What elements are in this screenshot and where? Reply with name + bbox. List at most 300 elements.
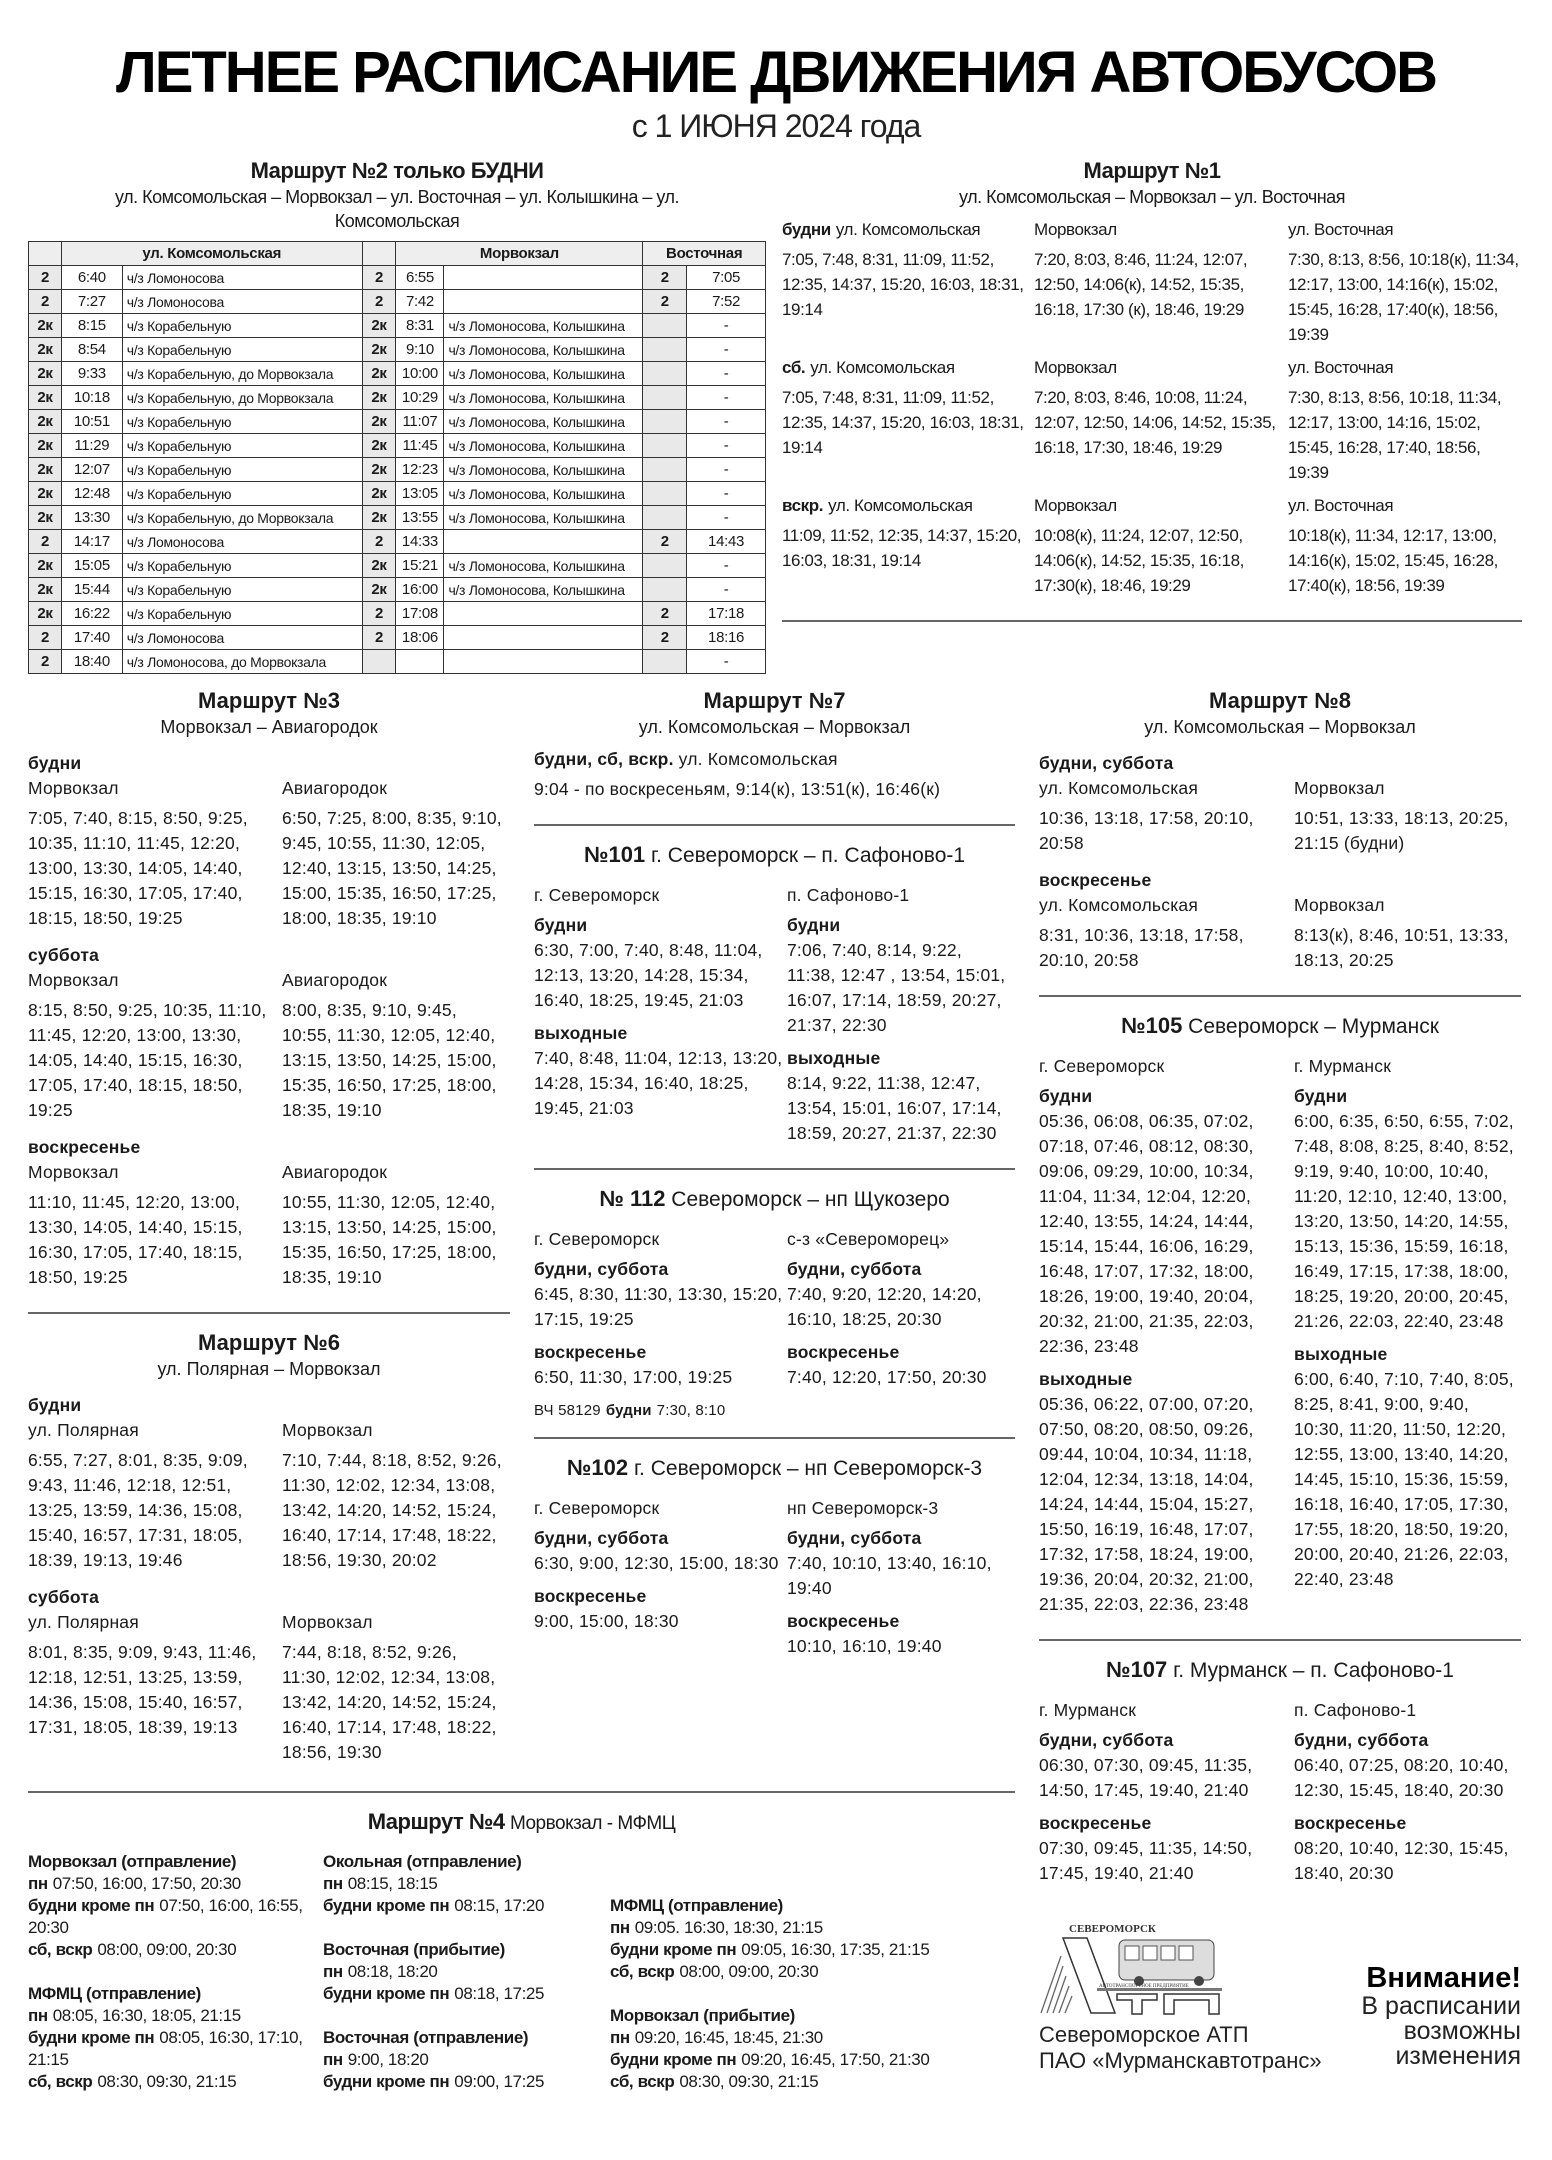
stop-name bbox=[282, 1610, 510, 1635]
route-via: ч/з Корабельную bbox=[122, 482, 362, 506]
route-number: 2к bbox=[362, 362, 396, 386]
departure-times bbox=[28, 1190, 282, 1290]
departure-times bbox=[28, 1640, 282, 1740]
route-via bbox=[444, 290, 643, 314]
route-path: ул. Комсомольская – Морвокзал bbox=[1144, 717, 1416, 737]
departure-times: 08:15, 18:15 bbox=[347, 1873, 438, 1893]
stop-heading: Морвокзал (прибытие) bbox=[610, 2005, 795, 2025]
route-via: ч/з Корабельную bbox=[122, 602, 362, 626]
route-6-section bbox=[28, 1330, 510, 1773]
route-via: ч/з Корабельную, до Морвокзала bbox=[122, 386, 362, 410]
stop-name bbox=[28, 968, 282, 993]
route-112-section bbox=[534, 1186, 1015, 1423]
route-via: ч/з Ломоносова, Колышкина bbox=[444, 506, 643, 530]
schedule-row bbox=[534, 777, 1015, 810]
schedule-line bbox=[323, 2071, 610, 2093]
schedule-column bbox=[1294, 1698, 1521, 1894]
route-number: 2 bbox=[643, 626, 687, 650]
schedule-line bbox=[610, 1917, 1015, 1939]
route-107-section bbox=[1039, 1657, 1521, 1894]
table-row bbox=[29, 458, 766, 482]
stop-heading: МФМЦ (отправление) bbox=[610, 1895, 783, 1915]
text: п. Сафоново-1 bbox=[1294, 1700, 1417, 1720]
schedule-row bbox=[1039, 893, 1521, 981]
departure-time: 12:23 bbox=[396, 458, 444, 482]
text: Морвокзал bbox=[282, 1612, 373, 1632]
day-label bbox=[1294, 1342, 1521, 1367]
stop-name bbox=[1288, 217, 1522, 242]
departure-time: 13:30 bbox=[61, 506, 122, 530]
stop-group bbox=[323, 1851, 610, 1917]
route-via: ч/з Ломоносова, Колышкина bbox=[444, 434, 643, 458]
text: ул. Восточная bbox=[1288, 220, 1394, 239]
departure-time: - bbox=[687, 650, 766, 674]
route-path: г. Североморск – нп Североморск-3 bbox=[633, 1457, 983, 1480]
stop-name bbox=[1294, 776, 1521, 801]
route-105-section bbox=[1039, 1013, 1521, 1625]
schedule-row bbox=[28, 1610, 510, 1773]
route-number: 2к bbox=[29, 578, 62, 602]
departure-times: 08:30, 09:30, 21:15 bbox=[679, 2071, 819, 2091]
departure-times bbox=[282, 1640, 510, 1765]
route-number: 2 bbox=[362, 626, 396, 650]
route-number: №107 bbox=[1106, 1657, 1168, 1682]
text: 8:00, 8:35, 9:10, 9:45, 10:55, 11:30, 12:05, 12:40, 13:15, 13:50, 14:25, 15:00, 15:35, 16:50, 17:25, 18:00, 18:35, 19:10 bbox=[282, 1000, 497, 1120]
text: 10:10, 16:10, 19:40 bbox=[787, 1636, 942, 1656]
notice-title: Внимание! bbox=[1366, 1962, 1521, 1994]
departure-times bbox=[1288, 247, 1522, 347]
text: г. Мурманск bbox=[1039, 1700, 1137, 1720]
schedule-row bbox=[534, 1227, 1015, 1398]
route-number: 2 bbox=[362, 290, 396, 314]
bold-label: будни, суббота bbox=[1294, 1730, 1429, 1750]
departure-time: 17:40 bbox=[61, 626, 122, 650]
section-title bbox=[28, 688, 510, 715]
stop-name bbox=[534, 1227, 787, 1252]
stop-heading: МФМЦ (отправление) bbox=[28, 1983, 201, 2003]
text: г. Североморск bbox=[534, 885, 660, 905]
stop-name bbox=[1039, 1054, 1294, 1079]
schedule-column bbox=[28, 968, 282, 1131]
day-label bbox=[1039, 1367, 1294, 1392]
route-via: ч/з Ломоносова, Колышкина bbox=[444, 314, 643, 338]
text: Авиагородок bbox=[282, 1162, 388, 1182]
column-header bbox=[362, 242, 396, 266]
bold-label: будни, сб, вскр. bbox=[534, 749, 674, 769]
departure-times: 08:05, 16:30, 17:10, 21:15 bbox=[28, 2027, 303, 2069]
section-title bbox=[1039, 1657, 1521, 1684]
departure-times bbox=[534, 938, 787, 1013]
schedule-column bbox=[782, 355, 1034, 493]
departure-times bbox=[1039, 1109, 1294, 1359]
route-number bbox=[643, 410, 687, 434]
route-number bbox=[643, 482, 687, 506]
route-number: 2к bbox=[29, 410, 62, 434]
section-title bbox=[1039, 688, 1521, 715]
departure-times: 07:50, 16:00, 16:55, 20:30 bbox=[28, 1895, 303, 1937]
text: 7:40, 9:20, 12:20, 14:20, 16:10, 18:25, 20:30 bbox=[787, 1284, 982, 1329]
departure-time: 9:10 bbox=[396, 338, 444, 362]
stop-name bbox=[282, 968, 510, 993]
schedule-row bbox=[28, 1581, 510, 1610]
bold-label: будни bbox=[28, 1395, 82, 1415]
text: 6:00, 6:40, 7:10, 7:40, 8:05, 8:25, 8:41, 9:00, 9:40, 10:30, 11:20, 11:50, 12:20, 12:55, 13:00, 13:40, 14:20, 14:45, 15:10, 15:36, 15:59, 16:18, 16:40, 17:05, 17:30, 17:55, 18:20, 18:50, 19:20, 20:00, 20:40, 21:26, 22:03, 22:40, 23:48 bbox=[1294, 1369, 1514, 1589]
route-number: 2к bbox=[362, 554, 396, 578]
departure-times bbox=[534, 777, 1015, 802]
text: 7:20, 8:03, 8:46, 10:08, 11:24, 12:07, 12:50, 14:06, 14:52, 15:35, 16:18, 17:30, 18:46, 19:29 bbox=[1034, 388, 1276, 457]
schedule-body bbox=[28, 158, 1522, 2118]
schedule-row bbox=[534, 883, 1015, 1154]
text: 11:10, 11:45, 12:20, 13:00, 13:30, 14:05, 14:40, 15:15, 16:30, 17:05, 17:40, 18:15, 18:50, 19:25 bbox=[28, 1192, 243, 1287]
route-via: ч/з Ломоносова, Колышкина bbox=[444, 554, 643, 578]
day-label bbox=[28, 1393, 510, 1418]
bold-label: будни bbox=[782, 220, 831, 239]
stop-name bbox=[28, 1160, 282, 1185]
bold-label: выходные bbox=[787, 1048, 881, 1068]
divider bbox=[534, 1168, 1015, 1170]
route-via: ч/з Ломоносова bbox=[122, 530, 362, 554]
logo-tagline: АВТОТРАНСПОРТНОЕ ПРЕДПРИЯТИЕ bbox=[1099, 1984, 1189, 1989]
day-label: пн bbox=[323, 1961, 343, 1981]
day-label: будни кроме пн bbox=[28, 1895, 155, 1915]
stop-name bbox=[282, 1418, 510, 1443]
departure-time: - bbox=[687, 386, 766, 410]
route-4-path: Морвокзал - МФМЦ bbox=[509, 1812, 676, 1834]
bold-label: будни bbox=[1294, 1086, 1348, 1106]
schedule-row bbox=[782, 217, 1522, 355]
route-number: 2к bbox=[29, 362, 62, 386]
bold-label: будни bbox=[1039, 1086, 1093, 1106]
day-label: будни кроме пн bbox=[323, 1895, 450, 1915]
departure-time: 10:51 bbox=[61, 410, 122, 434]
day-label bbox=[1039, 1811, 1294, 1836]
schedule-line bbox=[610, 1961, 1015, 1983]
stop-name bbox=[1039, 893, 1294, 918]
departure-times bbox=[534, 1282, 787, 1332]
middle-column bbox=[534, 688, 1015, 1667]
text: 6:30, 7:00, 7:40, 8:48, 11:04, 12:13, 13:20, 14:28, 15:34, 16:40, 18:25, 19:45, 21:03 bbox=[534, 940, 763, 1010]
text: 06:30, 07:30, 09:45, 11:35, 14:50, 17:45, 19:40, 21:40 bbox=[1039, 1755, 1253, 1800]
route-path: Североморск – нп Щукозеро bbox=[671, 1188, 950, 1211]
schedule-row bbox=[1039, 776, 1521, 864]
departure-times bbox=[1294, 1367, 1521, 1592]
route-number: 2к bbox=[29, 554, 62, 578]
departure-time: 11:29 bbox=[61, 434, 122, 458]
stop-name bbox=[28, 1418, 282, 1443]
departure-times: 09:00, 17:25 bbox=[454, 2071, 545, 2091]
day-label bbox=[1039, 751, 1521, 776]
stop-name bbox=[1034, 217, 1288, 242]
route-number: 2 bbox=[643, 290, 687, 314]
stop-name bbox=[534, 747, 1015, 772]
route-number: 2 bbox=[29, 650, 62, 674]
bold-label: вскр. bbox=[782, 496, 824, 515]
text: 8:14, 9:22, 11:38, 12:47, 13:54, 15:01, 16:07, 17:14, 18:59, 20:27, 21:37, 22:30 bbox=[787, 1073, 1002, 1143]
bold-label: выходные bbox=[1039, 1369, 1133, 1389]
schedule-column bbox=[282, 1418, 510, 1581]
departure-time: 13:05 bbox=[396, 482, 444, 506]
route-102-section bbox=[534, 1455, 1015, 1667]
section-title bbox=[534, 842, 1015, 869]
bold-label: будни, суббота bbox=[787, 1259, 922, 1279]
departure-time: 8:31 bbox=[396, 314, 444, 338]
table-row bbox=[29, 386, 766, 410]
company-line: ПАО «Мурманскавтотранс» bbox=[1039, 2048, 1322, 2073]
divider bbox=[1039, 1639, 1521, 1641]
bold-label: будни, суббота bbox=[1039, 753, 1174, 773]
day-label bbox=[1294, 1811, 1521, 1836]
route-number: 2 bbox=[29, 266, 62, 290]
departure-time: 16:22 bbox=[61, 602, 122, 626]
schedule-column bbox=[782, 493, 1034, 606]
table-row bbox=[29, 314, 766, 338]
text: 7:40, 10:10, 13:40, 16:10, 19:40 bbox=[787, 1553, 992, 1598]
departure-times bbox=[1034, 385, 1288, 460]
departure-time: 17:18 bbox=[687, 602, 766, 626]
text: 10:51, 13:33, 18:13, 20:25, 21:15 (будни) bbox=[1294, 808, 1509, 853]
stop-name bbox=[1034, 493, 1288, 518]
route-via: ч/з Ломоносова, Колышкина bbox=[444, 338, 643, 362]
route-number: №102 bbox=[566, 1455, 629, 1480]
main-grid bbox=[28, 688, 1522, 2118]
departure-time: 12:48 bbox=[61, 482, 122, 506]
route-number: 2 bbox=[29, 626, 62, 650]
route-number: 2к bbox=[362, 314, 396, 338]
departure-time: - bbox=[687, 410, 766, 434]
bold-label: суббота bbox=[28, 945, 100, 965]
day-label: пн bbox=[610, 1917, 630, 1937]
stop-name bbox=[1288, 355, 1522, 380]
route-via bbox=[444, 530, 643, 554]
divider bbox=[534, 824, 1015, 826]
table-row bbox=[29, 626, 766, 650]
bold-label: воскресенье bbox=[1294, 1813, 1407, 1833]
day-label bbox=[534, 1257, 787, 1282]
divider bbox=[28, 1791, 1015, 1793]
text: 11:09, 11:52, 12:35, 14:37, 15:20, 16:03, 18:31, 19:14 bbox=[782, 526, 1022, 570]
route-number: Маршрут №8 bbox=[1209, 688, 1351, 713]
schedule-line bbox=[323, 1983, 610, 2005]
text: ул. Комсомольская bbox=[810, 358, 955, 377]
bold-label: выходные bbox=[534, 1023, 628, 1043]
route-number: №105 bbox=[1121, 1013, 1183, 1038]
section-title bbox=[1039, 1013, 1521, 1040]
section-title bbox=[534, 1186, 1015, 1213]
text: 10:18(к), 11:34, 12:17, 13:00, 14:16(к), 15:02, 15:45, 16:28, 17:40(к), 18:56, 19:39 bbox=[1288, 526, 1498, 595]
schedule-column bbox=[782, 217, 1034, 355]
bold-label: будни, суббота bbox=[787, 1528, 922, 1548]
day-label bbox=[28, 751, 510, 776]
departure-times bbox=[787, 938, 1015, 1038]
route-number: 2к bbox=[362, 458, 396, 482]
text: г. Североморск bbox=[534, 1229, 660, 1249]
route-via: ч/з Корабельную bbox=[122, 314, 362, 338]
departure-times: 07:50, 16:00, 17:50, 20:30 bbox=[52, 1873, 241, 1893]
schedule-line bbox=[610, 2049, 1015, 2071]
departure-time: 15:05 bbox=[61, 554, 122, 578]
departure-times bbox=[534, 1551, 787, 1576]
text: 6:45, 8:30, 11:30, 13:30, 15:20, 17:15, 19:25 bbox=[534, 1284, 783, 1329]
departure-times bbox=[1294, 1109, 1521, 1334]
text: ВЧ 58129 bbox=[534, 1402, 601, 1419]
day-label bbox=[1294, 1728, 1521, 1753]
departure-time: 11:45 bbox=[396, 434, 444, 458]
schedule-row bbox=[28, 1160, 510, 1298]
text: п. Сафоново-1 bbox=[787, 885, 910, 905]
schedule-row bbox=[782, 493, 1522, 606]
route-via: ч/з Корабельную bbox=[122, 434, 362, 458]
schedule-row bbox=[1039, 864, 1521, 893]
bold-label: будни bbox=[605, 1402, 652, 1419]
departure-times: 08:30, 09:30, 21:15 bbox=[97, 2071, 237, 2091]
departure-times bbox=[28, 806, 282, 931]
departure-time: 18:40 bbox=[61, 650, 122, 674]
departure-times bbox=[787, 1551, 1015, 1601]
schedule-column bbox=[1288, 217, 1522, 355]
section-title bbox=[534, 1455, 1015, 1482]
route-via: ч/з Корабельную bbox=[122, 338, 362, 362]
stop-name bbox=[782, 217, 1034, 242]
text: 7:30, 8:10 bbox=[656, 1402, 726, 1419]
poster-header bbox=[0, 0, 1552, 106]
departure-times: 9:00, 18:20 bbox=[347, 2049, 429, 2069]
route-number: 2 bbox=[362, 602, 396, 626]
stop-name bbox=[782, 493, 1034, 518]
route-number: Маршрут №6 bbox=[198, 1330, 340, 1355]
stop-name bbox=[787, 1496, 1015, 1521]
text: Морвокзал bbox=[1294, 895, 1385, 915]
text: 7:30, 8:13, 8:56, 10:18, 11:34, 12:17, 13:00, 14:16, 15:02, 15:45, 16:28, 17:40, 18:56, 19:39 bbox=[1288, 388, 1502, 482]
notice-line: возможны bbox=[1403, 2017, 1521, 2045]
bold-label: суббота bbox=[28, 1587, 100, 1607]
stop-name bbox=[1034, 355, 1288, 380]
departure-times: 09:20, 16:45, 18:45, 21:30 bbox=[634, 2027, 823, 2047]
text: нп Североморск-3 bbox=[787, 1498, 939, 1518]
bold-label: воскресенье bbox=[1039, 1813, 1152, 1833]
departure-time bbox=[396, 650, 444, 674]
departure-times bbox=[1294, 1836, 1521, 1886]
text: 8:13(к), 8:46, 10:51, 13:33, 18:13, 20:25 bbox=[1294, 925, 1509, 970]
schedule-column bbox=[1034, 217, 1288, 355]
route-4-column bbox=[610, 1895, 1015, 2115]
text: 7:44, 8:18, 8:52, 9:26, 11:30, 12:02, 12:34, 13:08, 13:42, 14:20, 14:52, 15:24, 16:40, 17:14, 17:48, 18:22, 18:56, 19:30 bbox=[282, 1642, 497, 1762]
schedule-column bbox=[1294, 1054, 1521, 1625]
text: 7:10, 7:44, 8:18, 8:52, 9:26, 11:30, 12:02, 12:34, 13:08, 13:42, 14:20, 14:52, 15:24, 16:40, 17:14, 17:48, 18:22, 18:56, 19:30, 20:02 bbox=[282, 1450, 502, 1570]
day-label: сб, вскр bbox=[28, 2071, 93, 2091]
stop-name bbox=[1039, 1698, 1294, 1723]
text: 7:05, 7:48, 8:31, 11:09, 11:52, 12:35, 14:37, 15:20, 16:03, 18:31, 19:14 bbox=[782, 250, 1024, 319]
route-number: 2к bbox=[362, 386, 396, 410]
schedule-column bbox=[282, 776, 510, 939]
text: ул. Полярная bbox=[28, 1612, 139, 1632]
route-4-column bbox=[28, 1851, 323, 2115]
departure-times bbox=[1288, 523, 1522, 598]
schedule-line bbox=[323, 1873, 610, 1895]
route-number: 2к bbox=[29, 506, 62, 530]
table-row bbox=[29, 650, 766, 674]
day-label: сб, вскр bbox=[610, 1961, 675, 1981]
route-1-column bbox=[782, 158, 1522, 638]
route-number: 2к bbox=[29, 458, 62, 482]
text: Морвокзал bbox=[1034, 496, 1117, 515]
route-number bbox=[643, 554, 687, 578]
text: 08:20, 10:40, 12:30, 15:45, 18:40, 20:30 bbox=[1294, 1838, 1509, 1883]
departure-time: 14:43 bbox=[687, 530, 766, 554]
departure-time: 10:18 bbox=[61, 386, 122, 410]
departure-times bbox=[782, 247, 1034, 322]
stop-name bbox=[534, 883, 787, 908]
route-number: 2к bbox=[29, 434, 62, 458]
schedule-row bbox=[28, 939, 510, 968]
departure-time: - bbox=[687, 434, 766, 458]
text: 9:00, 15:00, 18:30 bbox=[534, 1611, 679, 1631]
day-label: будни кроме пн bbox=[610, 1939, 737, 1959]
departure-time: - bbox=[687, 314, 766, 338]
schedule-column bbox=[1039, 1698, 1294, 1894]
route-4-column bbox=[323, 1851, 610, 2115]
route-number: 2к bbox=[29, 482, 62, 506]
departure-times bbox=[534, 1365, 787, 1390]
schedule-column bbox=[282, 1610, 510, 1773]
stop-name bbox=[534, 1496, 787, 1521]
route-2-section bbox=[28, 158, 766, 674]
departure-time: 14:17 bbox=[61, 530, 122, 554]
text: 10:55, 11:30, 12:05, 12:40, 13:15, 13:50, 14:25, 15:00, 15:35, 16:50, 17:25, 18:00, 18:35, 19:10 bbox=[282, 1192, 497, 1287]
bold-label: будни, суббота bbox=[534, 1528, 669, 1548]
route-2-title: Маршрут №2 только БУДНИ bbox=[250, 158, 544, 183]
stop-name bbox=[1294, 893, 1521, 918]
right-column bbox=[1039, 688, 1521, 2118]
day-label bbox=[534, 913, 787, 938]
table-row bbox=[29, 578, 766, 602]
departure-times bbox=[282, 998, 510, 1123]
departure-times: 08:18, 18:20 bbox=[347, 1961, 438, 1981]
departure-times: 08:18, 17:25 bbox=[454, 1983, 545, 2003]
column-header: Морвокзал bbox=[396, 242, 643, 266]
stop-name bbox=[28, 776, 282, 801]
route-path: Североморск – Мурманск bbox=[1188, 1015, 1439, 1038]
schedule-line bbox=[28, 2071, 323, 2093]
day-label: будни кроме пн bbox=[28, 2027, 155, 2047]
departure-times bbox=[782, 385, 1034, 460]
stop-name bbox=[787, 883, 1015, 908]
text: г. Североморск bbox=[1039, 1056, 1165, 1076]
bold-label: воскресенье bbox=[787, 1611, 900, 1631]
schedule-column bbox=[1039, 893, 1294, 981]
day-label bbox=[1039, 1084, 1294, 1109]
departure-time: - bbox=[687, 458, 766, 482]
stop-heading: Восточная (отправление) bbox=[323, 2027, 529, 2047]
route-via: ч/з Ломоносова, до Морвокзала bbox=[122, 650, 362, 674]
poster-footer bbox=[1039, 1918, 1521, 2118]
divider bbox=[534, 1437, 1015, 1439]
route-via: ч/з Корабельную, до Морвокзала bbox=[122, 362, 362, 386]
route-number bbox=[643, 506, 687, 530]
text: 6:50, 11:30, 17:00, 19:25 bbox=[534, 1367, 733, 1387]
text: с-з «Североморец» bbox=[787, 1229, 950, 1249]
text: 9:04 - по воскресеньям, 9:14(к), 13:51(к), 16:46(к) bbox=[534, 779, 941, 799]
top-row bbox=[28, 158, 1522, 674]
table-row bbox=[29, 362, 766, 386]
text: 10:36, 13:18, 17:58, 20:10, 20:58 bbox=[1039, 808, 1254, 853]
route-number: 2 bbox=[29, 530, 62, 554]
text: 7:30, 8:13, 8:56, 10:18(к), 11:34, 12:17, 13:00, 14:16(к), 15:02, 15:45, 16:28, 17:40(к), 18:56, 19:39 bbox=[1288, 250, 1519, 344]
stop-name bbox=[1039, 776, 1294, 801]
route-number: №101 bbox=[583, 842, 646, 867]
text: 6:00, 6:35, 6:50, 6:55, 7:02, 7:48, 8:08, 8:25, 8:40, 8:52, 9:19, 9:40, 10:00, 10:40, 11:20, 12:10, 12:40, 13:00, 13:20, 13:50, 14:20, 14:55, 15:13, 15:36, 15:59, 16:18, 16:49, 17:15, 17:38, 18:00, 18:25, 19:20, 20:00, 20:45, 21:26, 22:03, 22:40, 23:48 bbox=[1294, 1111, 1514, 1331]
schedule-column bbox=[787, 1496, 1015, 1667]
day-label bbox=[787, 1526, 1015, 1551]
